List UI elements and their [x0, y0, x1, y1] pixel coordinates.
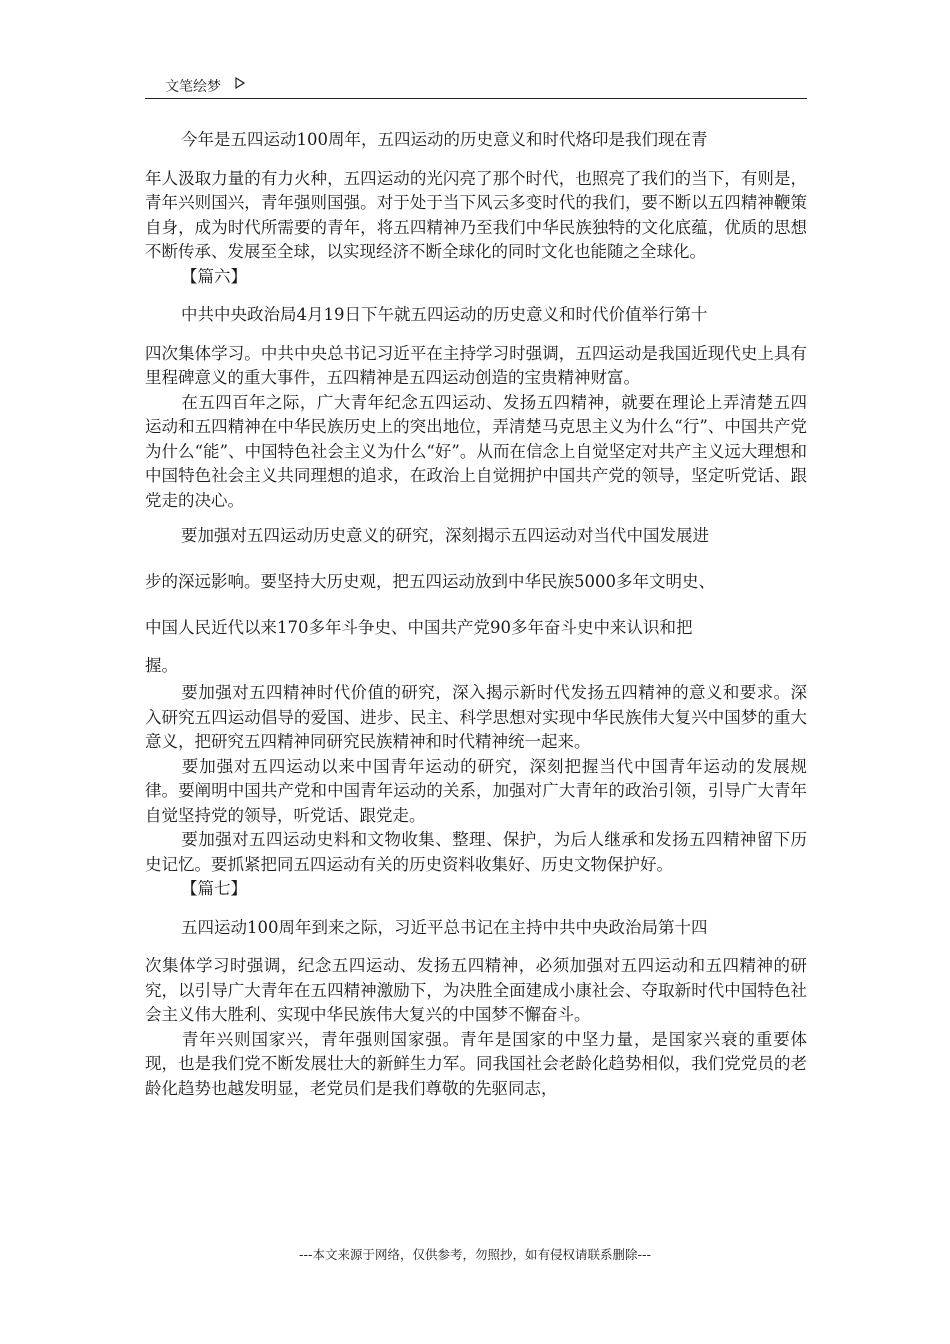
section-heading: 【篇六】 — [181, 266, 247, 286]
paragraph-line: 中国人民近代以来170多年斗争史、中国共产党90多年奋斗史中来认识和把 — [145, 618, 693, 637]
paragraph-line: 要加强对五四运动历史意义的研究，深刻揭示五四运动对当代中国发展进 — [181, 526, 709, 545]
paragraph-text: 要加强对五四运动以来中国青年运动的研究，深刻把握当代中国青年运动的发展规律。要阐明中国共产党和中国青年运动的关系，加强对广大青年的政治引领，引导广大青年自觉坚持党的领导，听党话、跟党走。 — [145, 756, 807, 825]
paragraph — [145, 303, 807, 391]
paragraph-line: 步的深远影响。要坚持大历史观，把五四运动放到中华民族5000多年文明史、 — [145, 572, 715, 591]
paragraph-first-line: 中共中央政治局4月19日下午就五四运动的历史意义和时代价值举行第十 — [181, 305, 708, 324]
paragraph-text: 年人汲取力量的有力火种，五四运动的光闪亮了那个时代，也照亮了我们的当下，有则是，青年兴则国兴，青年强则国强。对于处于当下风云多变时代的我们，要不断以五四精神鞭策自身，成为时代所需要的青年，将五四精神乃至我们中华民族独特的文化底蕴，优质的思想不断传承、发展至全球，以实现经济不断全球化的同时文化也能随之全球化。 — [145, 168, 807, 261]
paragraph-text: 次集体学习时强调，纪念五四运动、发扬五四精神，必须加强对五四运动和五四精神的研究，以引导广大青年在五四精神激励下，为决胜全面建成小康社会、夺取新时代中国特色社会主义伟大胜利、实现中华民族伟大复兴的中国梦不懈奋斗。 — [145, 956, 807, 1024]
paragraph — [145, 1028, 807, 1102]
paragraph-text: 青年兴则国家兴，青年强则国家强。青年是国家的中坚力量，是国家兴衰的重要体现，也是我们党不断发展壮大的新鲜生力军。同我国社会老龄化趋势相似，我们党党员的老龄化趋势也越发明显，老党员们是我们尊敬的先驱同志， — [145, 1029, 807, 1098]
triangle-right-icon — [235, 77, 245, 89]
paragraph-text: 四次集体学习。中共中央总书记习近平在主持学习时强调，五四运动是我国近现代史上具有里程碑意义的重大事件，五四精神是五四运动创造的宝贵精神财富。 — [145, 343, 807, 387]
paragraph-first-line: 今年是五四运动100周年，五四运动的历史意义和时代烙印是我们现在青 — [181, 130, 708, 149]
footer-note: ---本文来源于网络，仅供参考，勿照抄，如有侵权请联系删除--- — [298, 1247, 652, 1262]
paragraph — [145, 513, 807, 681]
paragraph — [145, 755, 807, 829]
paragraph — [145, 916, 807, 1028]
page-header — [145, 72, 807, 99]
paragraph-first-line: 五四运动100周年到来之际，习近平总书记在主持中共中央政治局第十四 — [181, 917, 708, 937]
paragraph-text: 要加强对五四精神时代价值的研究，深入揭示新时代发扬五四精神的意义和要求。深入研究五四运动倡导的爱国、进步、民主、科学思想对实现中华民族伟大复兴中国梦的重大意义，把研究五四精神同研究民族精神和时代精神统一起来。 — [145, 683, 807, 751]
paragraph — [145, 391, 807, 514]
paragraph — [145, 128, 807, 265]
paragraph-text: 要加强对五四运动史料和文物收集、整理、保护，为后人继承和发扬五四精神留下历史记忆。要抓紧把同五四运动有关的历史资料收集好、历史文物保护好。 — [145, 830, 807, 874]
section-heading: 【篇七】 — [181, 879, 247, 898]
header-brand: 文笔绘梦 — [165, 79, 221, 95]
document-body — [145, 128, 807, 1101]
paragraph — [145, 828, 807, 877]
paragraph-text: 在五四百年之际，广大青年纪念五四运动、发扬五四精神，就要在理论上弄清楚五四运动和五四精神在中华民族历史上的突出地位，弄清楚马克思主义为什么“行”、中国共产党为什么“能”、中国特色社会主义为什么“好”。从而在信念上自觉坚定对共产主义远大理想和中国特色社会主义共同理想的追求，在政治上自觉拥护中国共产党的领导，坚定听党话、跟党走的决心。 — [145, 392, 807, 510]
paragraph — [145, 681, 807, 755]
paragraph-line: 握。 — [145, 656, 178, 675]
